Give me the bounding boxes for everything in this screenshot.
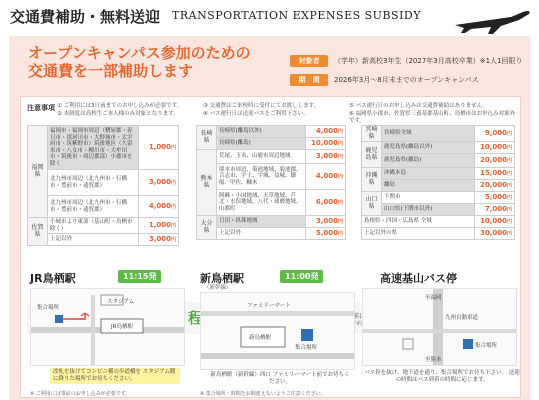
station-kiyama-bus (362, 270, 522, 390)
notice-item: ② 本制度は高校生ご本人様のみ対象となります。 (57, 110, 179, 117)
table-row (362, 168, 515, 180)
table-row (362, 216, 515, 228)
table-row (362, 126, 515, 142)
map-label: JR鳥栖駅 (111, 324, 133, 330)
amount-cell: 1,000円 (139, 218, 179, 234)
table-row (28, 234, 179, 246)
amount-cell: 9,000円 (475, 126, 515, 142)
headline-line2: 交通費を一部補助します (28, 62, 194, 80)
target-row (290, 54, 523, 68)
area-cell: 長崎県(離島) (217, 138, 306, 150)
area-cell: 沖縄本島 (382, 168, 475, 180)
notice-col2 (203, 103, 353, 118)
area-cell: 鹿児島県(離島以外) (382, 142, 475, 154)
table-row (362, 192, 515, 204)
area-cell: 荒尾、玉名、山鹿市周辺地域 (217, 150, 306, 164)
table-row (197, 138, 346, 150)
subsidy-table-3 (361, 125, 515, 240)
amount-cell: 4,000円 (306, 126, 346, 138)
area-cell: 熊本市周辺、菊池地域、菊池郡、合志市、宇土、宇城、益城、御船、甲佐、糠木 (217, 164, 306, 190)
period-tag: 期 間 (290, 74, 328, 86)
area-cell: 鹿児島県(離島) (382, 154, 475, 168)
area-cell: 島根県・四国・広島県 全域 (362, 216, 475, 228)
amount-cell: 5,000円 (475, 192, 515, 204)
page-title-en: TRANSPORTATION EXPENSES SUBSIDY (172, 9, 421, 22)
target-tag: 対象者 (290, 55, 328, 67)
table-row (28, 196, 179, 218)
station-shin-tosu (200, 270, 355, 390)
area-cell: 上記以外 (48, 234, 139, 246)
amount-cell: 5,000円 (306, 228, 346, 240)
table-row (362, 154, 515, 168)
notice-item: ① ご利用には3日前までのお申し込みが必要です。 (57, 103, 183, 109)
area-cell: 離島 (382, 180, 475, 192)
station-name: JR鳥栖駅 (30, 272, 76, 285)
map-label: 新鳥栖駅 (249, 335, 272, 341)
area-cell: 日田・玖珠地域 (217, 216, 306, 228)
amount-cell: 20,000円 (475, 180, 515, 192)
amount-cell: 1,000円 (139, 126, 179, 170)
table-row (362, 180, 515, 192)
period-row (290, 73, 523, 87)
table-row (197, 126, 346, 138)
target-value: （学年）新高校3年生（2027年3月高校卒業）※1人1回限り (334, 57, 523, 65)
meeting-note: バス停を抜け、地下道を通り、集合場所でお待ち下さい。 送迎の時間はバス到着の時間に応じます。 (364, 370, 520, 383)
station-name: 高速基山バス停 (380, 272, 457, 285)
area-cell: 山口県(下関市以外) (382, 204, 475, 216)
table-row (362, 204, 515, 216)
subsidy-table-1 (27, 125, 179, 246)
table-row (362, 228, 515, 240)
headline-line1: オープンキャンパス参加のための (28, 44, 251, 62)
pref-cell: 宮崎県 (362, 126, 382, 142)
map-label: 集合場所 (295, 345, 318, 351)
amount-cell: 10,000円 (475, 216, 515, 228)
notice-col3 (349, 103, 519, 126)
amount-cell: 4,000円 (139, 196, 179, 218)
footnote-right: ※ 集合場所・時間をお間違えないようご注意ください。 (200, 391, 326, 397)
area-cell: 上記以外 (217, 228, 306, 240)
area-cell: 小城市より東部（基山町・鳥栖市除く） (48, 218, 139, 234)
notice-item: ⑤ バス運行日のお申し込みは交通費補助はありません。 (349, 103, 489, 109)
meeting-note: 新鳥栖駅（新幹線）西口 ファミリーマート前でお待ちください。 (210, 372, 350, 385)
amount-cell: 7,000円 (475, 204, 515, 216)
amount-cell: 3,000円 (139, 170, 179, 196)
station-name: 新鳥栖駅 (200, 272, 244, 285)
station-sub: （新幹線） (204, 285, 232, 291)
station-map (30, 288, 185, 366)
area-cell: 福岡市・福岡市周辺（糟屋郡・春日市・那珂川市・大野城市・太宰府市・筑紫野市）筑後地区（久留米市・八女市・柳川市・大牟田市・筑後市・周辺郡部）小郡市を除く (48, 126, 139, 170)
headline (28, 44, 251, 80)
map-label: 至福岡 (425, 295, 442, 301)
map-label: 九州自動車道 (445, 315, 479, 321)
meeting-note: 改札を抜けてコンビニ横の歩道橋を スタジアム側に降りた場所でお待ちください。 (50, 368, 180, 384)
eligibility-info (290, 54, 523, 92)
notice-title: 注意事項 (27, 104, 55, 112)
footnote-left: ※ ご利用には事前のお申し込みが必要です。 (30, 391, 131, 397)
amount-cell: 4,000円 (306, 164, 346, 190)
area-cell: 阿蘇・小国地域、天草地域、芦北・水俣地域、八代・球磨地域、山都町 (217, 190, 306, 216)
pref-cell: 山口県 (362, 192, 382, 216)
departure-time: 11:15発 (118, 270, 161, 283)
table-row (28, 218, 179, 234)
map-label: 集合場所 (37, 305, 60, 311)
map-label: スタジアム (107, 299, 135, 305)
pref-cell: 長崎県 (197, 126, 217, 150)
station-map (362, 288, 517, 366)
area-cell: 長崎県(離島以外) (217, 126, 306, 138)
pref-cell: 大分県 (197, 216, 217, 240)
table-row (28, 126, 179, 170)
notice-col1 (57, 103, 205, 118)
area-cell: 下関市 (382, 192, 475, 204)
amount-cell: 15,000円 (475, 168, 515, 180)
table-row (197, 164, 346, 190)
airplane-icon (453, 6, 531, 36)
notice-item: ④ バス運行日は送迎バスをご利用下さい。 (203, 110, 309, 117)
subsidy-table-2 (196, 125, 346, 240)
period-value: 2026年3月〜8月末までのオープンキャンパス (334, 76, 479, 84)
table-row (362, 142, 515, 154)
area-cell: 宮崎県全域 (382, 126, 475, 142)
page-title: 交通費補助・無料送迎 (10, 8, 161, 26)
amount-cell: 20,000円 (475, 154, 515, 168)
pref-cell: 熊本県 (197, 150, 217, 216)
amount-cell: 6,000円 (306, 190, 346, 216)
pref-cell: 福岡県 (28, 126, 48, 218)
amount-cell: 10,000円 (475, 142, 515, 154)
table-row (197, 190, 346, 216)
amount-cell: 3,000円 (306, 216, 346, 228)
notice-item: ③ 交通費はご来校時に受付にてお渡しします。 (203, 103, 320, 109)
amount-cell: 3,000円 (306, 150, 346, 164)
pref-cell: 沖縄県 (362, 168, 382, 192)
area-cell: 上記以外の県 (362, 228, 475, 240)
map-label: 至熊本 (425, 357, 442, 363)
area-cell: 北九州市周辺（北九州市・行橋市・豊前市・遠賀郡） (48, 196, 139, 218)
table-row (197, 150, 346, 164)
header (0, 0, 539, 36)
amount-cell: 30,000円 (475, 228, 515, 240)
map-label: ファミリーマート (247, 303, 291, 309)
station-map (200, 292, 355, 370)
departure-time: 11:00発 (280, 270, 323, 283)
pref-cell: 佐賀県 (28, 218, 48, 246)
area-cell: 北九州市周辺（北九州市・行橋市・豊前市・遠賀郡） (48, 170, 139, 196)
station-jr-tosu (30, 270, 185, 390)
amount-cell: 10,000円 (306, 138, 346, 150)
table-row (197, 216, 346, 228)
pref-cell: 鹿児島県 (362, 142, 382, 168)
map-label: 集合場所 (475, 343, 498, 349)
notice-item: ⑥ 福岡県小郡市、佐賀県三養基郡基山町、鳥栖市はお申込み対象外です。 (349, 110, 516, 124)
table-row (28, 170, 179, 196)
amount-cell: 3,000円 (139, 234, 179, 246)
table-row (197, 228, 346, 240)
